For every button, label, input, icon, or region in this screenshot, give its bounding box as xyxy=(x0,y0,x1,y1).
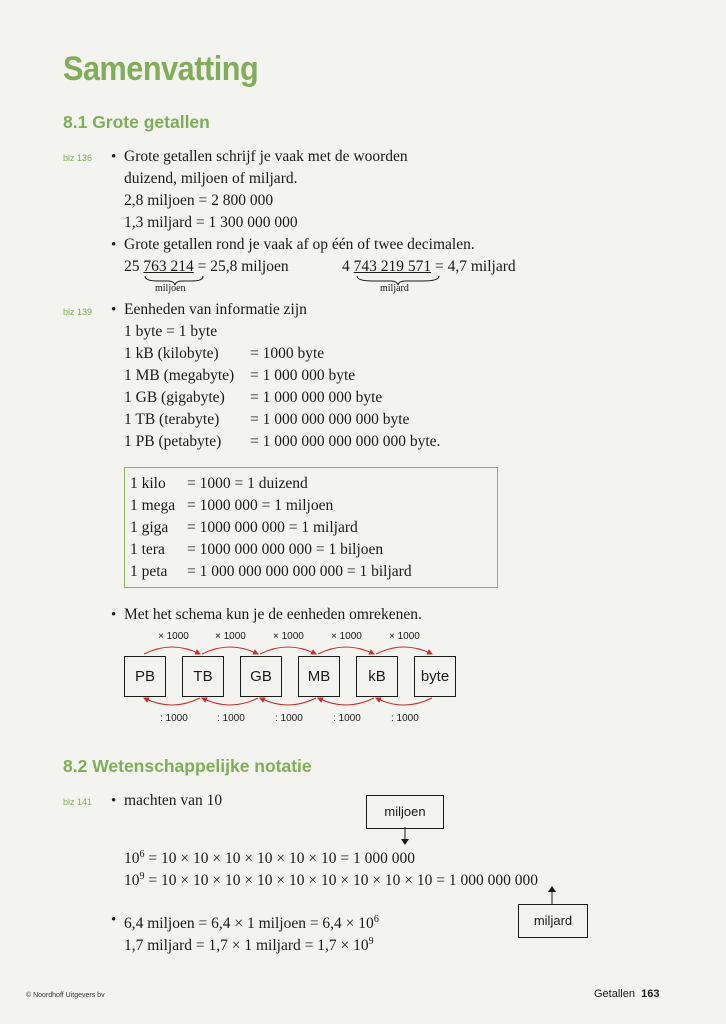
bullet-icon: • xyxy=(111,149,117,165)
text-line: Grote getallen schrijf je vaak met de woorden xyxy=(124,148,408,165)
page-ref-141: blz 141 xyxy=(63,797,93,807)
underlined-digits: 743 219 571 xyxy=(353,258,432,275)
prefix-box xyxy=(124,467,498,588)
times-label: × 1000 xyxy=(389,631,420,642)
label-box-miljoen: miljoen xyxy=(366,795,444,829)
notation-example-1: • 6,4 miljoen = 6,4 × 1 miljoen = $6,4 \times 10^6$ xyxy=(124,909,379,935)
brace-label-miljard: miljard xyxy=(380,283,409,294)
page-number: 163 xyxy=(641,988,660,1000)
bullet-icon: • xyxy=(111,302,117,318)
page-title: Samenvatting xyxy=(63,50,259,88)
div-label: : 1000 xyxy=(333,713,361,724)
rounding-example-2: 4 743 219 571 = 4,7 miljard xyxy=(342,258,516,275)
unit-box-mb: MB xyxy=(298,656,340,697)
text-line: Eenheden van informatie zijn xyxy=(124,301,307,318)
prefix-row: 1 mega = 1000 000 = 1 miljoen xyxy=(130,497,334,514)
equation-10-6: $10^6 = 10 \times 10 \times 10 \times 10 \times 10 \times 10 = 1$ 000 000 xyxy=(124,849,415,868)
unit-row: 1 byte = 1 byte xyxy=(124,323,218,340)
div-label: : 1000 xyxy=(217,713,245,724)
arrow-up-icon xyxy=(547,885,557,905)
unit-row: 1 kB (kilobyte) = 1000 byte xyxy=(124,345,325,362)
times-label: × 1000 xyxy=(331,631,362,642)
times-label: × 1000 xyxy=(215,631,246,642)
text-line: duizend, miljoen of miljard. xyxy=(124,170,298,187)
unit-row: 1 MB (megabyte) = 1 000 000 byte xyxy=(124,367,356,384)
bullet-icon: • xyxy=(111,237,117,253)
text-line: 1,3 miljard = 1 300 000 000 xyxy=(124,214,298,231)
underlined-digits: 763 214 xyxy=(143,258,194,275)
prefix-row: 1 giga = 1000 000 000 = 1 miljard xyxy=(130,519,358,536)
text-line: 2,8 miljoen = 2 800 000 xyxy=(124,192,274,209)
powers-intro: • machten van 10 xyxy=(124,790,222,812)
chapter-name: Getallen xyxy=(594,988,635,1000)
conversion-arrows xyxy=(120,638,460,718)
unit-row: 1 TB (terabyte) = 1 000 000 000 000 byte xyxy=(124,411,410,428)
page-ref-136: blz 136 xyxy=(63,153,93,163)
page-footer xyxy=(594,988,659,1000)
times-label: × 1000 xyxy=(273,631,304,642)
bullet-icon: • xyxy=(111,912,117,928)
prefix-row: 1 tera = 1000 000 000 000 = 1 biljoen xyxy=(130,541,384,558)
page-ref-139: blz 139 xyxy=(63,307,93,317)
text-line: Grote getallen rond je vaak af op één of twee decimalen. xyxy=(124,236,475,253)
label-box-miljard: miljard xyxy=(518,904,588,938)
bullet-group-1 xyxy=(111,146,475,256)
copyright: © Noordhoff Uitgevers bv xyxy=(26,992,105,999)
div-label: : 1000 xyxy=(275,713,303,724)
unit-row: 1 PB (petabyte) = 1 000 000 000 000 000 byte. xyxy=(124,433,441,450)
prefix-row: 1 kilo = 1000 = 1 duizend xyxy=(130,475,308,492)
rounding-example-1: 25 763 214 = 25,8 miljoen xyxy=(124,258,289,275)
schema-intro: • Met het schema kun je de eenheden omrekenen. xyxy=(124,604,422,626)
unit-row: 1 GB (gigabyte) = 1 000 000 000 byte xyxy=(124,389,383,406)
section-heading-8-1: 8.1 Grote getallen xyxy=(63,112,210,132)
bullet-icon: • xyxy=(111,607,117,623)
unit-box-tb: TB xyxy=(182,656,224,697)
notation-example-2: 1,7 miljard = 1,7 × 1 miljard = $1,7 \times 10^9$ xyxy=(124,936,374,955)
times-label: × 1000 xyxy=(158,631,189,642)
unit-box-kb: kB xyxy=(356,656,398,697)
units-list xyxy=(111,299,441,453)
prefix-row: 1 peta = 1 000 000 000 000 000 = 1 biljard xyxy=(130,563,412,580)
brace-label-miljoen: miljoen xyxy=(155,283,186,294)
equation-10-9: $10^9 = 10 \times 10 \times 10 \times 10 \times 10 \times 10 \times 10 \times 10 \times 10 = 1$ 000 000 000 xyxy=(124,871,539,890)
unit-box-byte: byte xyxy=(414,656,456,697)
div-label: : 1000 xyxy=(391,713,419,724)
unit-box-pb: PB xyxy=(124,656,166,697)
div-label: : 1000 xyxy=(160,713,188,724)
unit-box-gb: GB xyxy=(240,656,282,697)
bullet-icon: • xyxy=(111,793,117,809)
section-heading-8-2: 8.2 Wetenschappelijke notatie xyxy=(63,756,312,776)
